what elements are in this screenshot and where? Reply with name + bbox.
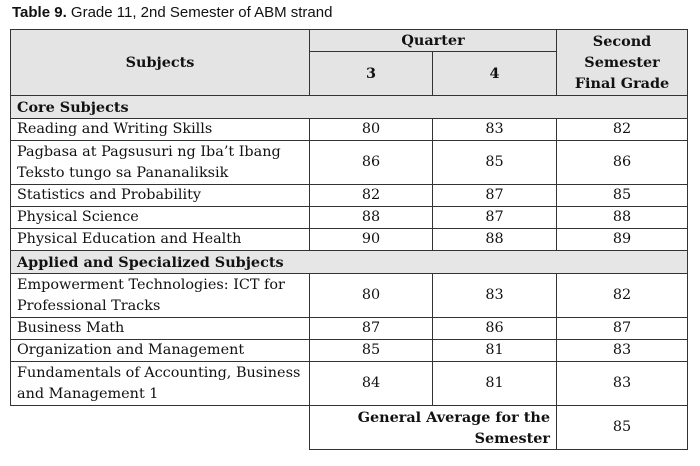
table-row (11, 318, 688, 340)
quarter-3-cell: 82 (310, 185, 433, 207)
subject-cell: Organization and Management (11, 340, 310, 362)
final-grade-cell: 83 (557, 362, 688, 406)
quarter-3-cell: 87 (310, 318, 433, 340)
quarter-4-cell: 81 (433, 340, 557, 362)
quarter-3-cell: 85 (310, 340, 433, 362)
grades-table (10, 29, 688, 450)
quarter-3-cell: 84 (310, 362, 433, 406)
final-grade-cell: 87 (557, 318, 688, 340)
quarter-3-cell: 90 (310, 229, 433, 251)
table-body (11, 96, 688, 406)
final-grade-cell: 88 (557, 207, 688, 229)
subject-cell: Statistics and Probability (11, 185, 310, 207)
subject-cell: Physical Education and Health (11, 229, 310, 251)
final-grade-cell: 89 (557, 229, 688, 251)
table-row (11, 274, 688, 318)
table-title: Grade 11, 2nd Semester of ABM strand (66, 4, 333, 21)
final-grade-cell: 85 (557, 185, 688, 207)
final-grade-cell: 82 (557, 274, 688, 318)
final-grade-cell: 82 (557, 119, 688, 141)
subject-cell: Empowerment Technologies: ICT for Professional Tracks (11, 274, 310, 318)
general-average-value: 85 (557, 406, 688, 450)
section-title: Core Subjects (11, 96, 688, 119)
table-row (11, 119, 688, 141)
quarter-3-cell: 80 (310, 274, 433, 318)
quarter-3-cell: 86 (310, 141, 433, 185)
quarter-header: Quarter (310, 30, 557, 52)
quarter-4-cell: 85 (433, 141, 557, 185)
table-row (11, 207, 688, 229)
final-grade-header: Second Semester Final Grade (557, 30, 688, 96)
quarter-4-header: 4 (433, 52, 557, 96)
table-caption (12, 4, 332, 21)
subject-cell: Physical Science (11, 207, 310, 229)
quarter-4-cell: 83 (433, 274, 557, 318)
subject-cell: Reading and Writing Skills (11, 119, 310, 141)
table-row (11, 229, 688, 251)
table-row (11, 185, 688, 207)
subject-cell: Pagbasa at Pagsusuri ng Iba’t Ibang Teksto tungo sa Pananaliksik (11, 141, 310, 185)
final-grade-cell: 86 (557, 141, 688, 185)
subjects-header: Subjects (11, 30, 310, 96)
section-title: Applied and Specialized Subjects (11, 251, 688, 274)
quarter-4-cell: 88 (433, 229, 557, 251)
quarter-4-cell: 86 (433, 318, 557, 340)
general-average-label: General Average for the Semester (310, 406, 557, 450)
subject-cell: Business Math (11, 318, 310, 340)
section-row (11, 96, 688, 119)
quarter-4-cell: 87 (433, 207, 557, 229)
table-number: Table 9. (12, 4, 67, 21)
section-row (11, 251, 688, 274)
table-row (11, 141, 688, 185)
quarter-3-cell: 88 (310, 207, 433, 229)
subject-cell: Fundamentals of Accounting, Business and Management 1 (11, 362, 310, 406)
table-row (11, 362, 688, 406)
quarter-4-cell: 87 (433, 185, 557, 207)
quarter-3-header: 3 (310, 52, 433, 96)
table-row (11, 340, 688, 362)
quarter-4-cell: 83 (433, 119, 557, 141)
quarter-3-cell: 80 (310, 119, 433, 141)
footer-blank-cell (11, 406, 310, 450)
quarter-4-cell: 81 (433, 362, 557, 406)
final-grade-cell: 83 (557, 340, 688, 362)
